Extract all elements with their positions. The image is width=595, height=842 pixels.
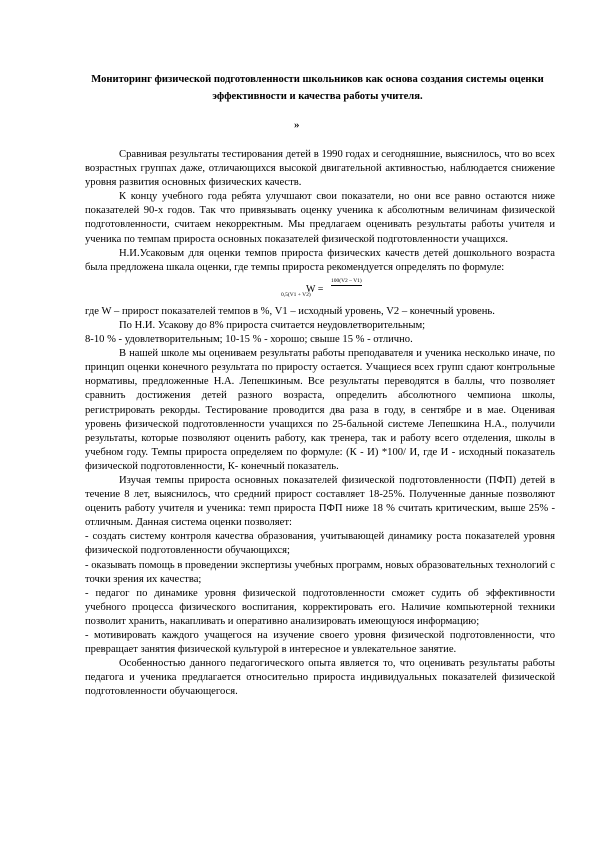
paragraph-8: Изучая темпы прироста основных показателей физической подготовленности (ПФП) детей в течение 8 лет, выяснилось, что средний прирост составляет 18-25%. Полученные данные позволяют оценить работу учителя и ученика: темп прироста ПФП ниже 18 % считать критическим, выше 25% - отличным. Данная система оценки позволяет: [85, 474, 555, 529]
formula-lhs: W = [306, 283, 324, 295]
paragraph-2: К концу учебного года ребята улучшают свои показатели, но они все равно остаются ниже показателей 90-х годов. Так что привязывать оценку ученика к абсолютным величинам физической подготовленности, считаем некорректным. Мы предлагаем оценивать результаты работы учителя и ученика по темпам прироста основных показателей физической подготовленности учащихся. [85, 191, 555, 245]
document-title: Мониторинг физической подготовленности школьников как основа создания системы оценки эффективности и качества работы учителя. [91, 74, 544, 102]
paragraph-13: Особенностью данного педагогического опыта является то, что оценивать результаты работы педагога и ученика предлагается относительно прироста индивидуальных показателей физической подготовленности обучающегося. [85, 658, 555, 698]
formula [85, 275, 555, 305]
paragraph-5: По Н.И. Усакову до 8% прироста считается неудовлетворительным; [119, 319, 426, 331]
paragraph-7: В нашей школе мы оцениваем результаты работы преподавателя и ученика несколько иначе, по принцип оценки конечного результата по приросту остается. Учащиеся всех групп сдают контрольные нормативы, предложенные Н.А. Лепешкиным. Все результаты переводятся в баллы, что позволяет сравнить достижения детей разного возраста, определить абсолютного чемпиона школы, регистрировать рекорды. Тестирование проводится два раза в году, в сентябре и в мае. Оценивая уровень физической подготовленности учащихся по 25-бальной системе Лепешкина Н.А., получили результаты, которые позволяют оценить работу, как тренера, так и работу всего отделения, школы в учебном году. Темпы прироста определяем по формуле: (К - И) *100/ И, где И - исходный показатель физической подготовленности, К- конечный показатель. [85, 348, 555, 472]
formula-numerator: 100(V2 – V1) [331, 277, 362, 284]
list-item-2: - оказывать помощь в проведении экспертизы учебных программ, новых образовательных технологий с точки зрения их качества; [85, 559, 555, 585]
list-item-3: - педагог по динамике уровня физической подготовленности сможет судить об эффективности учебного процесса физического воспитания, корректировать его. Наличие компьютерной техники позволит хранить, накапливать и оперативно анализировать имеющуюся информацию; [85, 587, 555, 627]
formula-denominator: 0,5(V1 + V2) [281, 291, 311, 298]
list-item-1: - создать систему контроля качества образования, учитывающей динамику роста показателей уровня физической подготовленности обучающихся; [85, 531, 555, 557]
paragraph-6: 8-10 % - удовлетворительным; 10-15 % - хорошо; свыше 15 % - отлично. [85, 334, 413, 346]
paragraph-1: Сравнивая результаты тестирования детей в 1990 годах и сегодняшние, выяснилось, что во всех возрастных группах даже, отличающихся высокой двигательной активностью, наблюдается снижение уровня развития основных физических качеств. [85, 149, 555, 189]
document-body [85, 148, 555, 699]
paragraph-4: где W – прирост показателей темпов в %, V1 – исходный уровень, V2 – конечный уровень. [85, 305, 495, 317]
paragraph-3: Н.И.Усаковым для оценки темпов прироста физических качеств детей дошкольного возраста была предложена шкала оценки, где темпы прироста рекомендуется определять по формуле: [85, 247, 555, 273]
section-mark: » [294, 119, 300, 131]
list-item-4: - мотивировать каждого учащегося на изучение своего уровня физической подготовленности, что превращает занятия физической культурой в интересное и увлекательное занятие. [85, 630, 555, 656]
